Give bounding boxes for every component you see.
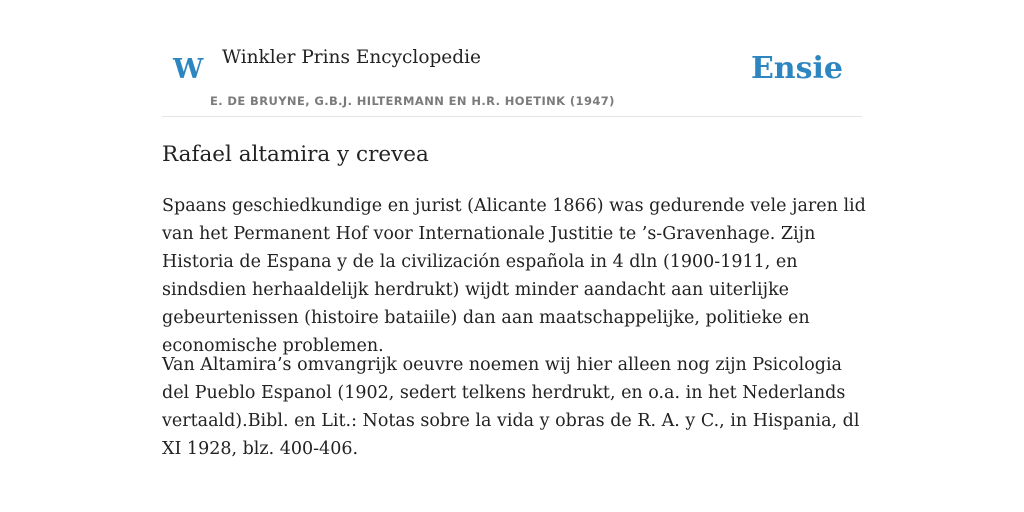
- encyclopedia-logo[interactable]: W: [173, 54, 204, 85]
- book-authors: E. DE BRUYNE, G.B.J. HILTERMANN EN H.R. HOETINK (1947): [210, 94, 615, 108]
- entry-title: Rafael altamira y crevea: [162, 142, 429, 167]
- entry-paragraph: Van Altamira’s omvangrijk oeuvre noemen wij hier alleen nog zijn Psicologia del Pueblo Espanol (1902, sedert telkens herdrukt, en o.a. in het Nederlands vertaald).Bibl. en Lit.: Notas sobre la vida y obras de R. A. y C., in Hispania, dl XI 1928, blz. 400-406.: [162, 355, 860, 459]
- entry-paragraph: Spaans geschiedkundige en jurist (Alicante 1866) was gedurende vele jaren lid van het Permanent Hof voor Internationale Justitie te ’s-Gravenhage. Zijn Historia de Espana y de la civilización española in 4 dln (1900-1911, en sindsdien herhaaldelijk herdrukt) wijdt minder aandacht aan uiterlijke gebeurtenissen (histoire bataiile) dan aan maatschappelijke, politieke en economische problemen.: [162, 196, 866, 356]
- header: [162, 40, 862, 117]
- book-title[interactable]: Winkler Prins Encyclopedie: [222, 47, 481, 68]
- brand-logo[interactable]: Ensie: [750, 51, 843, 86]
